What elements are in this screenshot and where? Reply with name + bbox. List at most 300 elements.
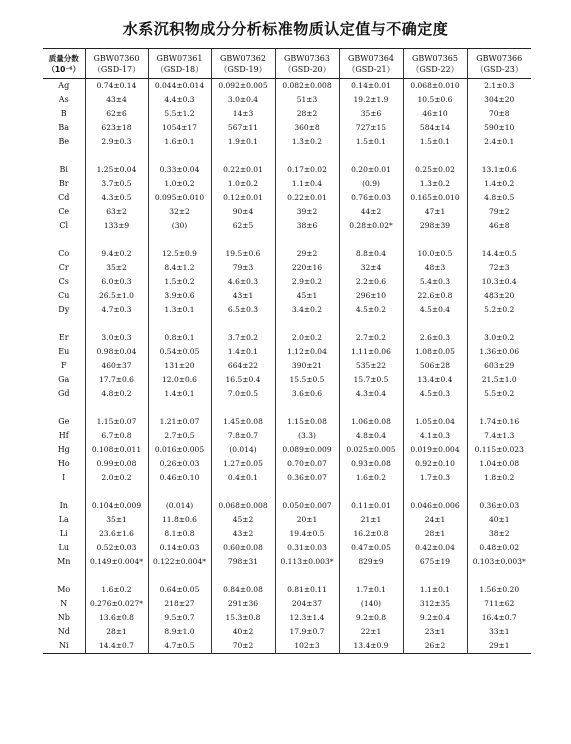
column-sample-name: （GSD-19） xyxy=(219,64,267,74)
value-cell: 1.1±0.4 xyxy=(275,177,339,191)
value-cell: 51±3 xyxy=(275,93,339,107)
value-cell: 3.0±0.2 xyxy=(467,331,531,345)
value-cell: 7.8±0.7 xyxy=(211,429,275,443)
value-cell: 15.7±0.5 xyxy=(339,373,403,387)
value-cell: 5.2±0.2 xyxy=(467,303,531,317)
spacer-row xyxy=(43,317,531,331)
value-cell: 4.3±0.4 xyxy=(339,387,403,401)
value-cell: 1.6±0.1 xyxy=(148,135,211,149)
spacer-cell xyxy=(85,401,148,415)
spacer-cell xyxy=(275,401,339,415)
value-cell: 14.4±0.5 xyxy=(467,247,531,261)
value-cell: 21±1 xyxy=(339,513,403,527)
value-cell: 2.6±0.3 xyxy=(403,331,467,345)
element-label: In xyxy=(59,501,68,510)
spacer-cell xyxy=(275,485,339,499)
value-cell: 4.5±0.2 xyxy=(339,303,403,317)
element-label: Ga xyxy=(58,375,70,384)
value-cell: 46±10 xyxy=(403,107,467,121)
spacer-cell xyxy=(211,485,275,499)
value-cell: 0.050±0.007 xyxy=(275,499,339,513)
value-cell: 1.5±0.2 xyxy=(148,275,211,289)
spacer-cell xyxy=(275,233,339,247)
table-row xyxy=(43,219,531,233)
element-label: Cr xyxy=(58,263,69,272)
value-cell: 0.068±0.010 xyxy=(403,79,467,94)
value-cell: 4.7±0.3 xyxy=(85,303,148,317)
value-cell: (30) xyxy=(148,219,211,233)
spacer-cell xyxy=(148,485,211,499)
table-row xyxy=(43,443,531,457)
value-cell: 1.4±0.1 xyxy=(148,387,211,401)
value-cell: 0.122±0.004* xyxy=(148,555,211,569)
element-label: Hf xyxy=(58,431,69,440)
value-cell: 1.36±0.06 xyxy=(467,345,531,359)
value-cell: 29±2 xyxy=(275,247,339,261)
value-cell: 0.089±0.009 xyxy=(275,443,339,457)
value-cell: 1.3±0.2 xyxy=(403,177,467,191)
spacer-cell xyxy=(467,233,531,247)
value-cell: 22±1 xyxy=(339,625,403,639)
value-cell: 3.6±0.6 xyxy=(275,387,339,401)
spacer-cell xyxy=(403,401,467,415)
column-header-5 xyxy=(403,49,467,79)
value-cell: 0.22±0.01 xyxy=(211,163,275,177)
table-body xyxy=(43,79,531,654)
value-cell: 1.05±0.04 xyxy=(403,415,467,429)
value-cell: 0.31±0.03 xyxy=(275,541,339,555)
value-cell: 8.8±0.4 xyxy=(339,247,403,261)
value-cell: 43±1 xyxy=(211,289,275,303)
value-cell: 45±2 xyxy=(211,513,275,527)
reference-values-table xyxy=(43,48,531,654)
value-cell: 28±1 xyxy=(403,527,467,541)
value-cell: 0.016±0.005 xyxy=(148,443,211,457)
element-label: Nb xyxy=(57,613,70,622)
page-title: 水系沉积物成分分析标准物质认定值与不确定度 xyxy=(122,20,449,38)
value-cell: 45±1 xyxy=(275,289,339,303)
value-cell: 360±8 xyxy=(275,121,339,135)
value-cell: 16.2±0.8 xyxy=(339,527,403,541)
value-cell: 17.9±0.7 xyxy=(275,625,339,639)
value-cell: 3.4±0.2 xyxy=(275,303,339,317)
value-cell: 23.6±1.6 xyxy=(85,527,148,541)
column-sample-name: （GSD-21） xyxy=(347,64,395,74)
value-cell: 0.60±0.08 xyxy=(211,541,275,555)
spacer-cell xyxy=(85,569,148,583)
value-cell: 1.6±0.2 xyxy=(339,471,403,485)
element-label: Ce xyxy=(58,207,70,216)
spacer-cell xyxy=(43,485,85,499)
value-cell: 0.36±0.07 xyxy=(275,471,339,485)
value-cell: 1.06±0.08 xyxy=(339,415,403,429)
value-cell: 1.45±0.08 xyxy=(211,415,275,429)
value-cell: 298±39 xyxy=(403,219,467,233)
spacer-cell xyxy=(403,233,467,247)
value-cell: 0.11±0.01 xyxy=(339,499,403,513)
element-label: F xyxy=(60,361,67,370)
value-cell: 1.5±0.1 xyxy=(403,135,467,149)
value-cell: 0.28±0.02* xyxy=(339,219,403,233)
value-cell: 0.8±0.1 xyxy=(148,331,211,345)
value-cell: 5.4±0.3 xyxy=(403,275,467,289)
value-cell: 1.6±0.2 xyxy=(85,583,148,597)
spacer-cell xyxy=(211,149,275,163)
value-cell: 3.0±0.3 xyxy=(85,331,148,345)
element-label: Li xyxy=(59,529,68,538)
table-row xyxy=(43,541,531,555)
value-cell: 38±6 xyxy=(275,219,339,233)
value-cell: 131±20 xyxy=(148,359,211,373)
value-cell: 79±3 xyxy=(211,261,275,275)
value-cell: 0.149±0.004* xyxy=(85,555,148,569)
value-cell: 133±9 xyxy=(85,219,148,233)
element-label: Er xyxy=(58,333,69,342)
table-row xyxy=(43,331,531,345)
value-cell: 0.025±0.005 xyxy=(339,443,403,457)
value-cell: 46±8 xyxy=(467,219,531,233)
value-cell: 14.4±0.7 xyxy=(85,639,148,654)
column-code: GBW07362 xyxy=(220,53,266,63)
value-cell: 0.103±0.003* xyxy=(467,555,531,569)
value-cell: 798±31 xyxy=(211,555,275,569)
value-cell: 5.5±0.2 xyxy=(467,387,531,401)
value-cell: 28±1 xyxy=(85,625,148,639)
value-cell: 304±20 xyxy=(467,93,531,107)
spacer-cell xyxy=(339,485,403,499)
value-cell: 2.7±0.5 xyxy=(148,429,211,443)
value-cell: 35±6 xyxy=(339,107,403,121)
value-cell: 35±1 xyxy=(85,513,148,527)
value-cell: 0.019±0.004 xyxy=(403,443,467,457)
spacer-row xyxy=(43,401,531,415)
value-cell: 0.115±0.023 xyxy=(467,443,531,457)
value-cell: 8.4±1.2 xyxy=(148,261,211,275)
value-cell: 0.84±0.08 xyxy=(211,583,275,597)
value-cell: 6.0±0.3 xyxy=(85,275,148,289)
value-cell: 2.0±0.2 xyxy=(275,331,339,345)
element-label: Cs xyxy=(58,277,69,286)
value-cell: 26.5±1.0 xyxy=(85,289,148,303)
spacer-cell xyxy=(467,317,531,331)
quantity-header xyxy=(43,49,85,79)
value-cell: 506±28 xyxy=(403,359,467,373)
value-cell: 9.5±0.7 xyxy=(148,611,211,625)
value-cell: 390±21 xyxy=(275,359,339,373)
value-cell: 584±14 xyxy=(403,121,467,135)
value-cell: 535±22 xyxy=(339,359,403,373)
column-sample-name: （GSD-22） xyxy=(411,64,459,74)
value-cell: 9.4±0.2 xyxy=(85,247,148,261)
value-cell: 11.8±0.6 xyxy=(148,513,211,527)
value-cell: 0.14±0.03 xyxy=(148,541,211,555)
element-label: N xyxy=(60,599,68,608)
value-cell: 0.26±0.03 xyxy=(148,457,211,471)
value-cell: 0.108±0.011 xyxy=(85,443,148,457)
value-cell: 14±3 xyxy=(211,107,275,121)
element-label: B xyxy=(60,109,67,118)
value-cell: 0.76±0.03 xyxy=(339,191,403,205)
spacer-row xyxy=(43,149,531,163)
column-code: GBW07360 xyxy=(93,53,140,63)
value-cell: 0.42±0.04 xyxy=(403,541,467,555)
value-cell: 0.48±0.02 xyxy=(467,541,531,555)
column-sample-name: （GSD-23） xyxy=(475,64,523,74)
table-row xyxy=(43,513,531,527)
spacer-cell xyxy=(403,317,467,331)
spacer-cell xyxy=(467,401,531,415)
spacer-cell xyxy=(211,569,275,583)
spacer-cell xyxy=(275,317,339,331)
value-cell: 1.3±0.2 xyxy=(275,135,339,149)
column-header-0 xyxy=(85,49,148,79)
spacer-cell xyxy=(148,233,211,247)
value-cell: 10.0±0.5 xyxy=(403,247,467,261)
value-cell: 1.15±0.07 xyxy=(85,415,148,429)
value-cell: 0.044±0.014 xyxy=(148,79,211,94)
value-cell: 1.15±0.08 xyxy=(275,415,339,429)
value-cell: 10.5±0.6 xyxy=(403,93,467,107)
value-cell: 567±11 xyxy=(211,121,275,135)
value-cell: 0.22±0.01 xyxy=(275,191,339,205)
value-cell: 33±1 xyxy=(467,625,531,639)
value-cell: 5.5±1.2 xyxy=(148,107,211,121)
value-cell: 3.7±0.5 xyxy=(85,177,148,191)
column-code: GBW07364 xyxy=(348,53,394,63)
value-cell: 590±10 xyxy=(467,121,531,135)
spacer-cell xyxy=(148,401,211,415)
table-row xyxy=(43,527,531,541)
table-row xyxy=(43,471,531,485)
value-cell: 9.2±0.8 xyxy=(339,611,403,625)
spacer-cell xyxy=(211,233,275,247)
value-cell: 1.3±0.1 xyxy=(148,303,211,317)
table-row xyxy=(43,457,531,471)
value-cell: 4.1±0.3 xyxy=(403,429,467,443)
column-header-4 xyxy=(339,49,403,79)
spacer-cell xyxy=(339,233,403,247)
value-cell: 483±20 xyxy=(467,289,531,303)
value-cell: 40±2 xyxy=(211,625,275,639)
value-cell: 15.3±0.8 xyxy=(211,611,275,625)
value-cell: 218±27 xyxy=(148,597,211,611)
value-cell: 2.7±0.2 xyxy=(339,331,403,345)
value-cell: 13.4±0.9 xyxy=(339,639,403,654)
value-cell: 16.4±0.7 xyxy=(467,611,531,625)
value-cell: 1.0±0.2 xyxy=(148,177,211,191)
value-cell: 0.74±0.14 xyxy=(85,79,148,94)
spacer-cell xyxy=(467,149,531,163)
element-label: Cd xyxy=(58,193,70,202)
table-row xyxy=(43,93,531,107)
spacer-cell xyxy=(211,317,275,331)
value-cell: 0.165±0.010 xyxy=(403,191,467,205)
table-row xyxy=(43,373,531,387)
table-row xyxy=(43,639,531,654)
column-header-3 xyxy=(275,49,339,79)
spacer-cell xyxy=(43,317,85,331)
value-cell: 296±10 xyxy=(339,289,403,303)
spacer-cell xyxy=(43,233,85,247)
table-row xyxy=(43,79,531,94)
element-label: Gd xyxy=(57,389,70,398)
table-row xyxy=(43,499,531,513)
spacer-cell xyxy=(339,401,403,415)
value-cell: 711±62 xyxy=(467,597,531,611)
value-cell: 7.0±0.5 xyxy=(211,387,275,401)
header-row xyxy=(43,49,531,79)
value-cell: 2.1±0.3 xyxy=(467,79,531,94)
value-cell: 4.7±0.5 xyxy=(148,639,211,654)
value-cell: 1.56±0.20 xyxy=(467,583,531,597)
value-cell: 12.0±0.6 xyxy=(148,373,211,387)
spacer-cell xyxy=(211,401,275,415)
table-row xyxy=(43,415,531,429)
element-label: Ge xyxy=(58,417,70,426)
value-cell: 1.5±0.1 xyxy=(339,135,403,149)
value-cell: 70±8 xyxy=(467,107,531,121)
value-cell: 0.046±0.006 xyxy=(403,499,467,513)
value-cell: (0.9) xyxy=(339,177,403,191)
element-label: Co xyxy=(58,249,70,258)
spacer-cell xyxy=(85,149,148,163)
value-cell: 6.7±0.8 xyxy=(85,429,148,443)
value-cell: (3.3) xyxy=(275,429,339,443)
table-row xyxy=(43,191,531,205)
value-cell: 4.8±0.5 xyxy=(467,191,531,205)
value-cell: 2.9±0.3 xyxy=(85,135,148,149)
spacer-cell xyxy=(339,317,403,331)
value-cell: 79±2 xyxy=(467,205,531,219)
table-row xyxy=(43,163,531,177)
spacer-cell xyxy=(339,149,403,163)
value-cell: 220±16 xyxy=(275,261,339,275)
value-cell: (140) xyxy=(339,597,403,611)
value-cell: 0.92±0.10 xyxy=(403,457,467,471)
value-cell: 13.6±0.8 xyxy=(85,611,148,625)
table-row xyxy=(43,597,531,611)
table-row xyxy=(43,583,531,597)
element-label: Cl xyxy=(59,221,69,230)
value-cell: 9.2±0.4 xyxy=(403,611,467,625)
element-label: Cu xyxy=(58,291,70,300)
table-row xyxy=(43,121,531,135)
value-cell: 1054±17 xyxy=(148,121,211,135)
value-cell: 291±36 xyxy=(211,597,275,611)
value-cell: 0.54±0.05 xyxy=(148,345,211,359)
value-cell: 13.4±0.4 xyxy=(403,373,467,387)
element-label: Br xyxy=(58,179,69,188)
value-cell: 63±2 xyxy=(85,205,148,219)
value-cell: 4.8±0.2 xyxy=(85,387,148,401)
value-cell: 0.47±0.05 xyxy=(339,541,403,555)
element-label: Ag xyxy=(58,81,70,90)
value-cell: 3.0±0.4 xyxy=(211,93,275,107)
value-cell: 4.5±0.4 xyxy=(403,303,467,317)
value-cell: 13.1±0.6 xyxy=(467,163,531,177)
element-label: Bi xyxy=(59,165,68,174)
element-label: As xyxy=(58,95,69,104)
table-row xyxy=(43,289,531,303)
value-cell: 312±35 xyxy=(403,597,467,611)
value-cell: 47±1 xyxy=(403,205,467,219)
column-sample-name: （GSD-20） xyxy=(283,64,331,74)
value-cell: 1.1±0.1 xyxy=(403,583,467,597)
spacer-cell xyxy=(275,569,339,583)
value-cell: 0.25±0.02 xyxy=(403,163,467,177)
value-cell: 1.7±0.1 xyxy=(339,583,403,597)
spacer-cell xyxy=(43,569,85,583)
value-cell: 1.8±0.2 xyxy=(467,471,531,485)
value-cell: 8.1±0.8 xyxy=(148,527,211,541)
value-cell: 21.5±1.0 xyxy=(467,373,531,387)
value-cell: 90±4 xyxy=(211,205,275,219)
spacer-cell xyxy=(43,401,85,415)
element-label: Mn xyxy=(57,557,71,566)
value-cell: 35±2 xyxy=(85,261,148,275)
spacer-cell xyxy=(148,569,211,583)
value-cell: 3.9±0.6 xyxy=(148,289,211,303)
value-cell: 3.7±0.2 xyxy=(211,331,275,345)
value-cell: 62±6 xyxy=(85,107,148,121)
value-cell: 39±2 xyxy=(275,205,339,219)
value-cell: 1.4±0.1 xyxy=(211,345,275,359)
value-cell: 8.9±1.0 xyxy=(148,625,211,639)
spacer-row xyxy=(43,485,531,499)
table-row xyxy=(43,387,531,401)
value-cell: 7.4±1.3 xyxy=(467,429,531,443)
element-label: Eu xyxy=(58,347,70,356)
spacer-cell xyxy=(85,485,148,499)
value-cell: 12.3±1.4 xyxy=(275,611,339,625)
table-row xyxy=(43,359,531,373)
value-cell: 1.04±0.08 xyxy=(467,457,531,471)
spacer-cell xyxy=(467,569,531,583)
value-cell: 19.4±0.5 xyxy=(275,527,339,541)
value-cell: 0.068±0.008 xyxy=(211,499,275,513)
value-cell: 0.46±0.10 xyxy=(148,471,211,485)
value-cell: 664±22 xyxy=(211,359,275,373)
table-row xyxy=(43,275,531,289)
value-cell: 24±1 xyxy=(403,513,467,527)
value-cell: 727±15 xyxy=(339,121,403,135)
table-row xyxy=(43,107,531,121)
element-label: Dy xyxy=(58,305,70,314)
column-code: GBW07366 xyxy=(476,53,523,63)
table-row xyxy=(43,611,531,625)
value-cell: 17.7±0.6 xyxy=(85,373,148,387)
quantity-header-unit: （10⁻⁶） xyxy=(47,64,81,74)
value-cell: 2.4±0.1 xyxy=(467,135,531,149)
value-cell: 40±1 xyxy=(467,513,531,527)
element-label: Hg xyxy=(57,445,70,454)
spacer-cell xyxy=(339,569,403,583)
value-cell: 0.81±0.11 xyxy=(275,583,339,597)
value-cell: 4.5±0.3 xyxy=(403,387,467,401)
value-cell: 2.0±0.2 xyxy=(85,471,148,485)
value-cell: 6.5±0.3 xyxy=(211,303,275,317)
spacer-cell xyxy=(148,149,211,163)
spacer-cell xyxy=(43,149,85,163)
value-cell: 48±3 xyxy=(403,261,467,275)
value-cell: 0.14±0.01 xyxy=(339,79,403,94)
table-row xyxy=(43,261,531,275)
value-cell: 26±2 xyxy=(403,639,467,654)
table-row xyxy=(43,625,531,639)
value-cell: 0.52±0.03 xyxy=(85,541,148,555)
column-sample-name: （GSD-17） xyxy=(92,64,141,74)
value-cell: 29±1 xyxy=(467,639,531,654)
